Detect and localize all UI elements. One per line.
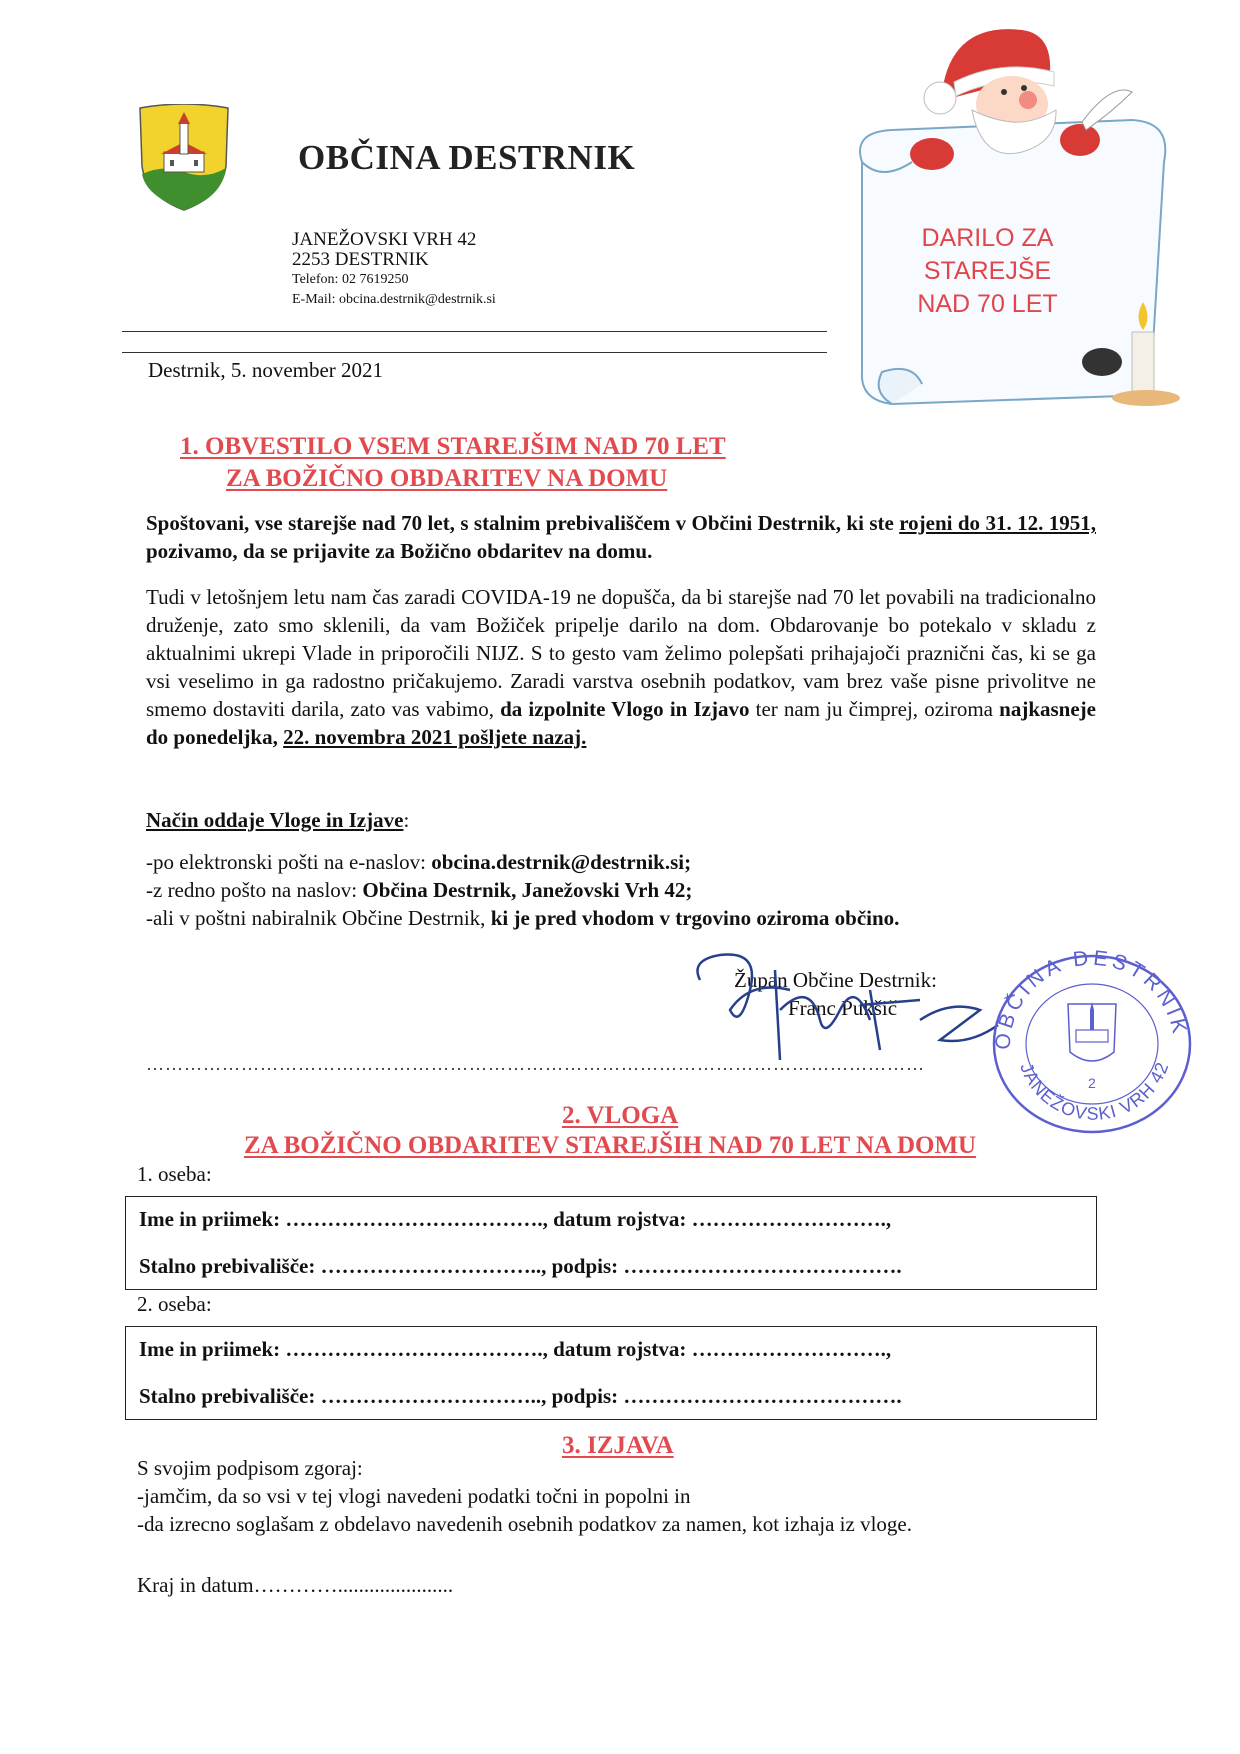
stamp-number: 2 (1088, 1075, 1096, 1091)
address-postal: 2253 DESTRNIK (292, 249, 429, 270)
method-mailbox-label: -ali v poštni nabiralnik Občine Destrnik, (146, 906, 491, 930)
submission-method-title (146, 808, 409, 833)
person-2-name-birthdate-field[interactable]: Ime in priimek: ………………………………., datum rojstva: ………………………., (139, 1337, 892, 1361)
body-deadline-label: najkasneje do ponedeljka, (146, 697, 1096, 749)
gift-badge-text (880, 222, 1095, 321)
gift-badge-line-1: DARILO ZA (921, 224, 1054, 252)
section1-intro-paragraph (146, 509, 1096, 565)
declaration-text (137, 1454, 912, 1538)
method-mailbox (146, 904, 899, 932)
gift-badge-line-3: NAD 70 LET (917, 290, 1058, 318)
intro-text-a: Spoštovani, vse starejše nad 70 let, s stalnim prebivališčem v Občini Destrnik, ki ste (146, 511, 900, 535)
method-post (146, 876, 899, 904)
mayor-title: Župan Občine Destrnik: (734, 968, 937, 992)
person-1-form (125, 1196, 1097, 1290)
official-stamp (980, 940, 1202, 1136)
submission-method-title-text: Način oddaje Vloge in Izjave (146, 808, 404, 832)
municipality-name: OBČINA DESTRNIK (298, 138, 636, 177)
gift-badge-line-2: STAREJŠE (923, 257, 1052, 285)
person-2-residence-signature-field[interactable]: Stalno prebivališče: ………………………….., podpis: …………………………………. (139, 1384, 902, 1408)
municipality-crest-logo (134, 104, 234, 212)
intro-text-c: pozivamo, da se prijavite za Božično obdaritev na domu. (146, 539, 653, 563)
stamp-bottom-text: JANEŽOVSKI VRH 42 (1016, 1058, 1173, 1124)
section2-heading-line-2: ZA BOŽIČNO OBDARITEV STAREJŠIH NAD 70 LET NA DOMU (244, 1132, 977, 1159)
body-text-a: Tudi v letošnjem letu nam čas zaradi COVIDA-19 ne dopušča, da bi starejše nad 70 let povabili na tradicionalno druženje, zato smo sklenili, da vam Božiček pripelje darilo na dom. Obdarovanje bo potekalo v skladu z aktualnimi ukrepi Vlade in priporočili NIJZ. S to gesto vam želimo polepšati prihajajoči praznični čas, ki se ga vsi veselimo in ga radostno pričakujemo. Zaradi varstva osebnih podatkov, vam brez vaše pisne privolitve ne smemo dostaviti darila, zato vas vabimo, (146, 585, 1096, 721)
method-post-label: -z redno pošto na naslov: (146, 878, 363, 902)
header-divider-top (122, 331, 827, 332)
intro-birth-date: rojeni do 31. 12. 1951, (899, 511, 1096, 535)
method-email-address: obcina.destrnik@destrnik.si; (431, 850, 692, 874)
place-date-field[interactable]: Kraj in datum…………...................... (137, 1573, 454, 1597)
section1-heading-line-2: ZA BOŽIČNO OBDARITEV NA DOMU (226, 465, 668, 492)
municipality-address (292, 230, 496, 310)
signature-dotted-line: …………………………………………………………………………………………………………… (146, 1054, 925, 1074)
section1-heading-line-1: 1. OBVESTILO VSEM STAREJŠIM NAD 70 LET (180, 433, 726, 460)
section1-body-paragraph (146, 583, 1096, 751)
person-1-label: 1. oseba: (137, 1162, 212, 1186)
person-2-form (125, 1326, 1097, 1420)
address-street: JANEŽOVSKI VRH 42 (292, 229, 477, 250)
method-email-label: -po elektronski pošti na e-naslov: (146, 850, 432, 874)
stamp-top-text: OBČINA DESTRNIK (991, 946, 1192, 1051)
body-fill-form: da izpolnite Vlogo in Izjavo (500, 697, 750, 721)
person-1-residence-signature-field[interactable]: Stalno prebivališče: ………………………….., podpis: …………………………………. (139, 1254, 902, 1278)
declaration-line-3: -da izrecno soglašam z obdelavo navedenih osebnih podatkov za namen, kot izhaja iz vloge. (137, 1512, 912, 1536)
mayor-name: Franc Pukšič (788, 996, 898, 1020)
handwritten-signature (680, 950, 1000, 1070)
address-phone: Telefon: 02 7619250 (292, 272, 409, 287)
section2-heading-line-1: 2. VLOGA (562, 1102, 679, 1129)
declaration-line-1: S svojim podpisom zgoraj: (137, 1456, 363, 1480)
address-email: E-Mail: obcina.destrnik@destrnik.si (292, 292, 496, 307)
section3-heading: 3. IZJAVA (562, 1432, 674, 1459)
submission-method-list (146, 848, 899, 932)
body-text-c: ter nam ju čimprej, oziroma (749, 697, 1000, 721)
person-2-label: 2. oseba: (137, 1292, 212, 1316)
person-1-name-birthdate-field[interactable]: Ime in priimek: ………………………………., datum rojstva: ………………………., (139, 1207, 892, 1231)
method-mailbox-location: ki je pred vhodom v trgovino oziroma občino. (490, 906, 900, 930)
document-date: Destrnik, 5. november 2021 (148, 358, 384, 382)
method-email (146, 848, 899, 876)
header-divider-bottom (122, 352, 827, 353)
submission-method-colon: : (403, 808, 410, 832)
method-post-address: Občina Destrnik, Janežovski Vrh 42; (362, 878, 693, 902)
body-deadline-date: 22. novembra 2021 pošljete nazaj. (283, 725, 587, 749)
declaration-line-2: -jamčim, da so vsi v tej vlogi navedeni podatki točni in popolni in (137, 1484, 691, 1508)
